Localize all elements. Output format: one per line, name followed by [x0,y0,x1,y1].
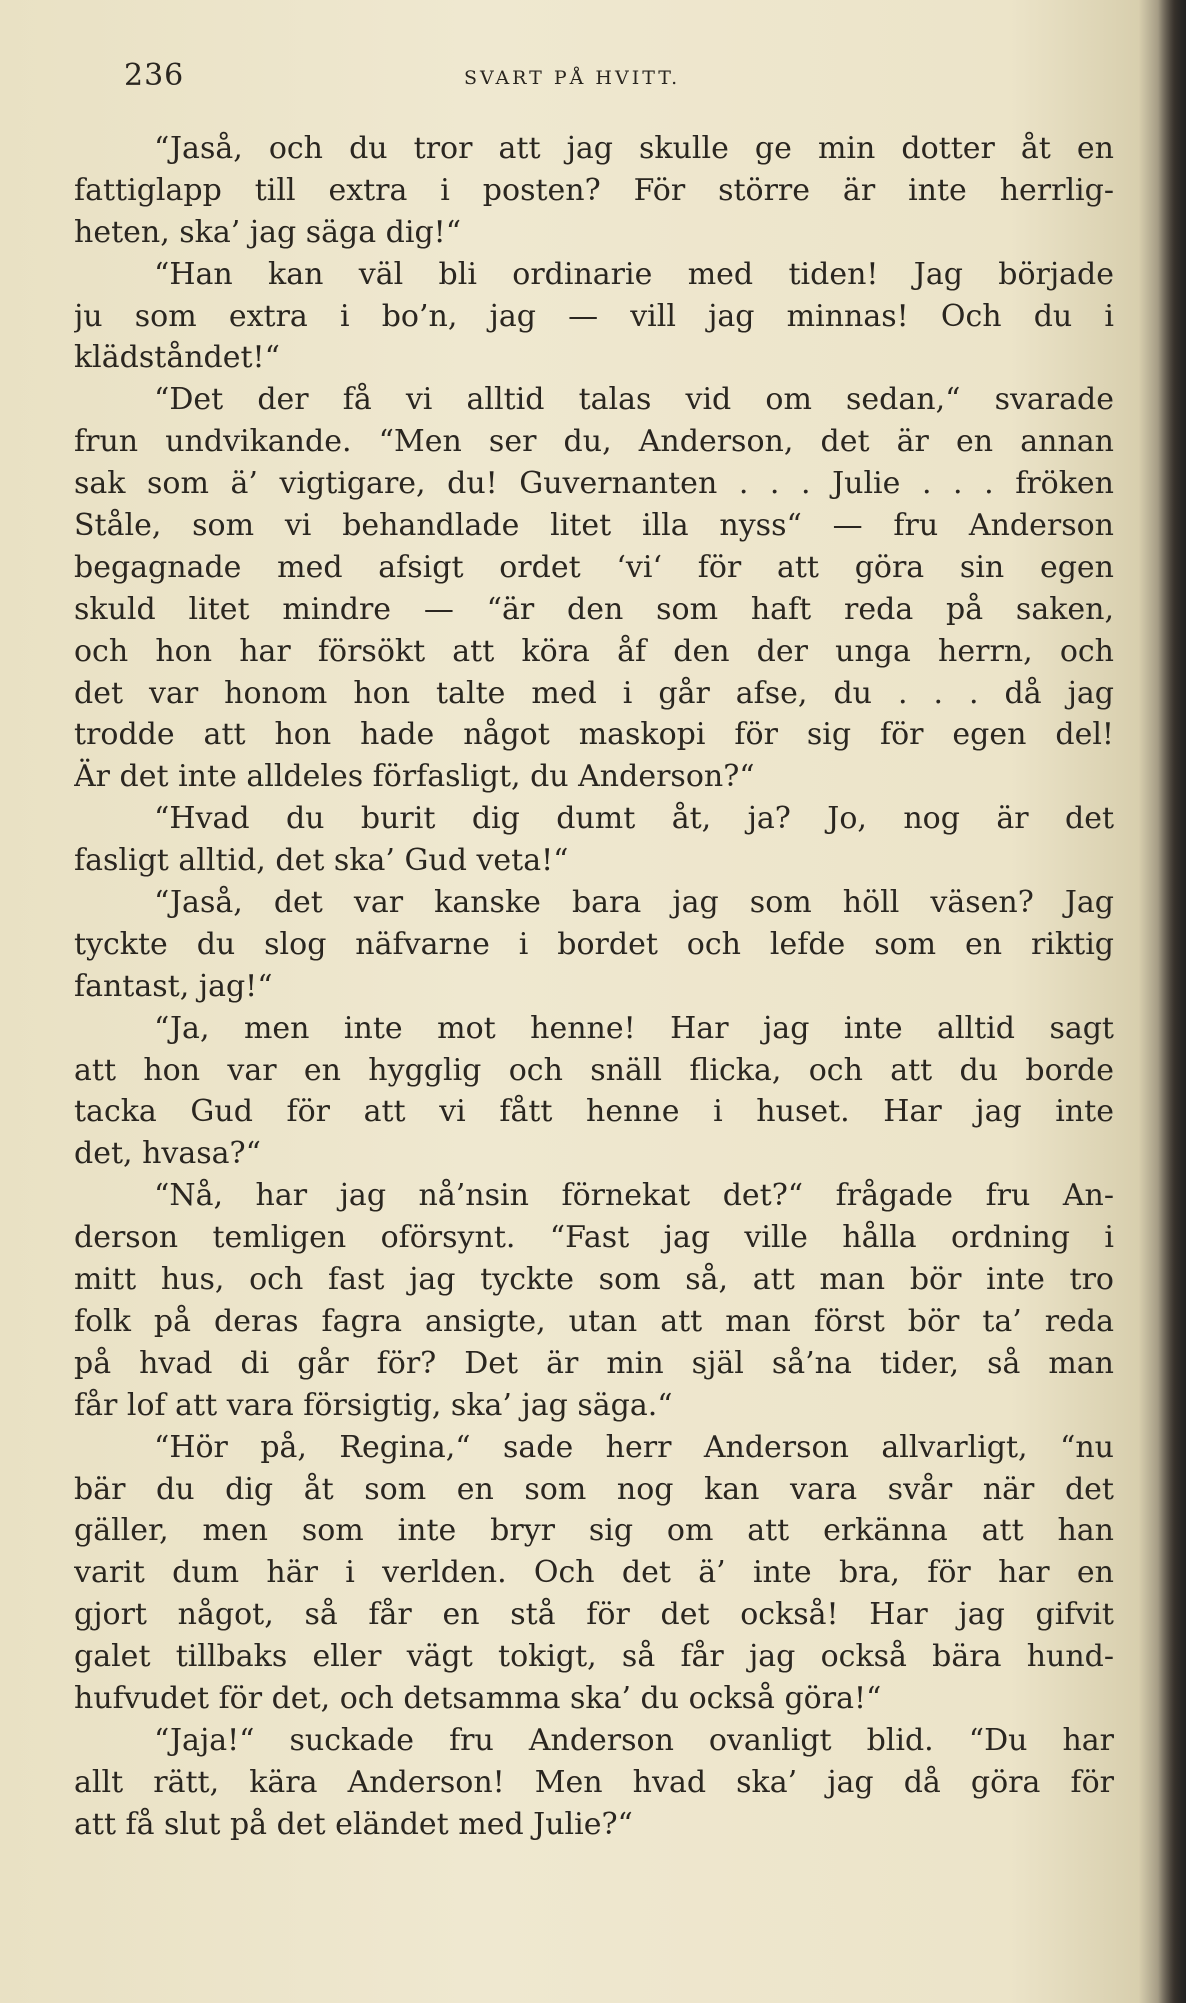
text-line: ju som extra i bo’n, jag — vill jag minnas! Och du i [74,298,1114,334]
text-line: bär du dig åt som en som nog kan vara svår när det [74,1471,1114,1507]
text-line: folk på deras fagra ansigte, utan att man först bör ta’ reda [74,1303,1114,1339]
page-edge-shadow [1158,0,1186,2003]
text-line: “Han kan väl bli ordinarie med tiden! Jag började [154,256,1114,292]
text-line: att få slut på det eländet med Julie?“ [74,1806,633,1842]
text-line: hufvudet för det, och detsamma ska’ du också göra!“ [74,1680,882,1716]
page-number: 236 [124,58,185,93]
text-line: “Jaså, och du tror att jag skulle ge min dotter åt en [154,131,1114,166]
text-line: det var honom hon talte med i går afse, du . . . då jag [74,675,1114,711]
text-line: att hon var en hygglig och snäll flicka, och att du borde [74,1052,1114,1088]
text-line: det, hvasa?“ [74,1136,261,1172]
text-line: sak som ä’ vigtigare, du! Guvernanten . . . Julie . . . fröken [74,466,1114,502]
text-line: “Hör på, Regina,“ sade herr Anderson allvarligt, “nu [154,1429,1114,1465]
text-line: frun undvikande. “Men ser du, Anderson, det är en annan [74,424,1114,460]
text-line: och hon har försökt att köra åf den der unga herrn, och [74,633,1114,669]
text-line: tyckte du slog näfvarne i bordet och lefde som en riktig [74,926,1114,962]
text-line: “Nå, har jag nå’nsin förnekat det?“ frågade fru An- [154,1178,1114,1214]
text-line: klädståndet!“ [74,340,280,376]
text-line: fasligt alltid, det ska’ Gud veta!“ [74,843,569,879]
text-line: “Det der få vi alltid talas vid om sedan,“ svarade [154,382,1114,418]
text-line: “Ja, men inte mot henne! Har jag inte alltid sagt [154,1010,1114,1046]
text-line: “Jaså, det var kanske bara jag som höll väsen? Jag [154,885,1114,921]
text-line: får lof att vara försigtig, ska’ jag säga.“ [74,1387,673,1423]
text-line: begagnade med afsigt ordet ‘vi‘ för att göra sin egen [74,549,1114,585]
text-line: på hvad di går för? Det är min själ så’na tider, så man [74,1345,1114,1381]
text-line: Ståle, som vi behandlade litet illa nyss“ — fru Anderson [74,508,1114,544]
text-line: “Jaja!“ suckade fru Anderson ovanligt blid. “Du har [154,1722,1114,1758]
text-line: tacka Gud för att vi fått henne i huset. Har jag inte [74,1094,1114,1130]
text-line: Är det inte alldeles förfasligt, du Anderson?“ [74,759,755,795]
text-line: mitt hus, och fast jag tyckte som så, att man bör inte tro [74,1262,1114,1298]
text-line: gäller, men som inte bryr sig om att erkänna att han [74,1513,1114,1549]
page-header [124,58,1114,98]
text-line: heten, ska’ jag säga dig!“ [74,214,462,250]
text-line: fantast, jag!“ [74,968,273,1004]
text-line: varit dum här i verlden. Och det ä’ inte bra, för har en [74,1555,1114,1591]
text-line: fattiglapp till extra i posten? För större är inte herrlig- [74,172,1114,208]
text-line: “Hvad du burit dig dumt åt, ja? Jo, nog är det [154,801,1114,837]
body-text [74,128,1114,1846]
text-line: galet tillbaks eller vägt tokigt, så får jag också bära hund- [74,1639,1114,1675]
text-line: gjort något, så får en stå för det också! Har jag gifvit [74,1597,1114,1633]
running-head: SVART PÅ HVITT. [464,67,681,89]
text-line: allt rätt, kära Anderson! Men hvad ska’ jag då göra för [74,1764,1114,1800]
text-line: derson temligen oförsynt. “Fast jag ville hålla ordning i [74,1220,1114,1256]
text-line: trodde att hon hade något maskopi för sig för egen del! [74,717,1114,753]
text-line: skuld litet mindre — “är den som haft reda på saken, [74,591,1114,627]
